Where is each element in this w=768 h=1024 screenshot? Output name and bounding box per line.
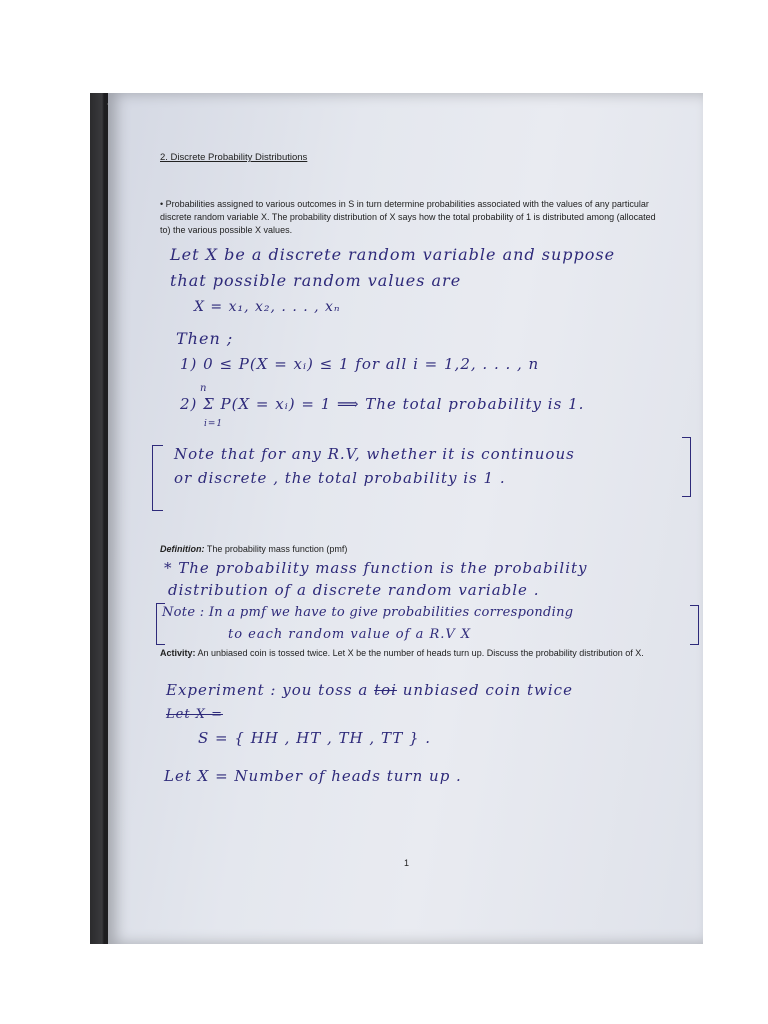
- experiment-text-2: unbiased coin twice: [402, 681, 573, 699]
- note-line-2: or discrete , the total probability is 1 .: [174, 469, 506, 487]
- experiment-text: Experiment : you toss a: [166, 681, 375, 699]
- definition-line: [160, 543, 347, 556]
- hw-line-then: Then ;: [176, 329, 234, 348]
- note-bracket-right: [682, 437, 691, 497]
- hw-line-2: that possible random values are: [170, 271, 462, 290]
- hw-sum-upper: n: [200, 383, 208, 394]
- note-line-1: Note that for any R.V, whether it is continuous: [174, 445, 575, 463]
- definition-text: The probability mass function (pmf): [204, 544, 348, 554]
- pmf-line-1: * The probability mass function is the probability: [164, 559, 588, 577]
- pmf-bracket-right: [690, 605, 699, 645]
- bullet-paragraph: • Probabilities assigned to various outcomes in S in turn determine probabilities associated with the values of any particular discrete random variable X. The probability distribution of X says how the total probability of 1 is distributed among (allocated to) the various possible X values.: [160, 199, 656, 235]
- document-photo: [90, 93, 703, 944]
- hw-line-cond1: 1) 0 ≤ P(X = xᵢ) ≤ 1 for all i = 1,2, . . . , n: [180, 355, 540, 373]
- experiment-line: [166, 681, 573, 699]
- hw-line-1: Let X be a discrete random variable and suppose: [170, 245, 616, 264]
- pmf-line-2: distribution of a discrete random variable .: [168, 581, 540, 599]
- section-title: 2. Discrete Probability Distributions: [160, 152, 308, 163]
- let-x-line: Let X = Number of heads turn up .: [164, 767, 462, 785]
- paper-sheet: [108, 93, 703, 944]
- struck-word: toi: [374, 681, 397, 699]
- pmf-note-line-2: to each random value of a R.V X: [228, 627, 472, 642]
- hw-line-3: X = x₁, x₂, . . . , xₙ: [194, 299, 341, 315]
- hw-line-cond2: 2) Σ P(X = xᵢ) = 1 ⟹ The total probability is 1.: [180, 395, 585, 413]
- sample-space-line: S = { HH , HT , TH , TT } .: [198, 729, 432, 747]
- hw-sum-lower: i=1: [204, 419, 224, 429]
- page-number: 1: [404, 858, 410, 868]
- activity-text: An unbiased coin is tossed twice. Let X be the number of heads turn up. Discuss the probability distribution of X.: [195, 648, 644, 658]
- activity-line: [160, 647, 660, 660]
- struck-let-x: Let X =: [166, 707, 223, 722]
- activity-label: Activity:: [160, 648, 196, 658]
- note-bracket-left: [152, 445, 163, 511]
- definition-label: Definition:: [160, 544, 205, 554]
- pmf-note-line-1: Note : In a pmf we have to give probabilities corresponding: [162, 605, 574, 620]
